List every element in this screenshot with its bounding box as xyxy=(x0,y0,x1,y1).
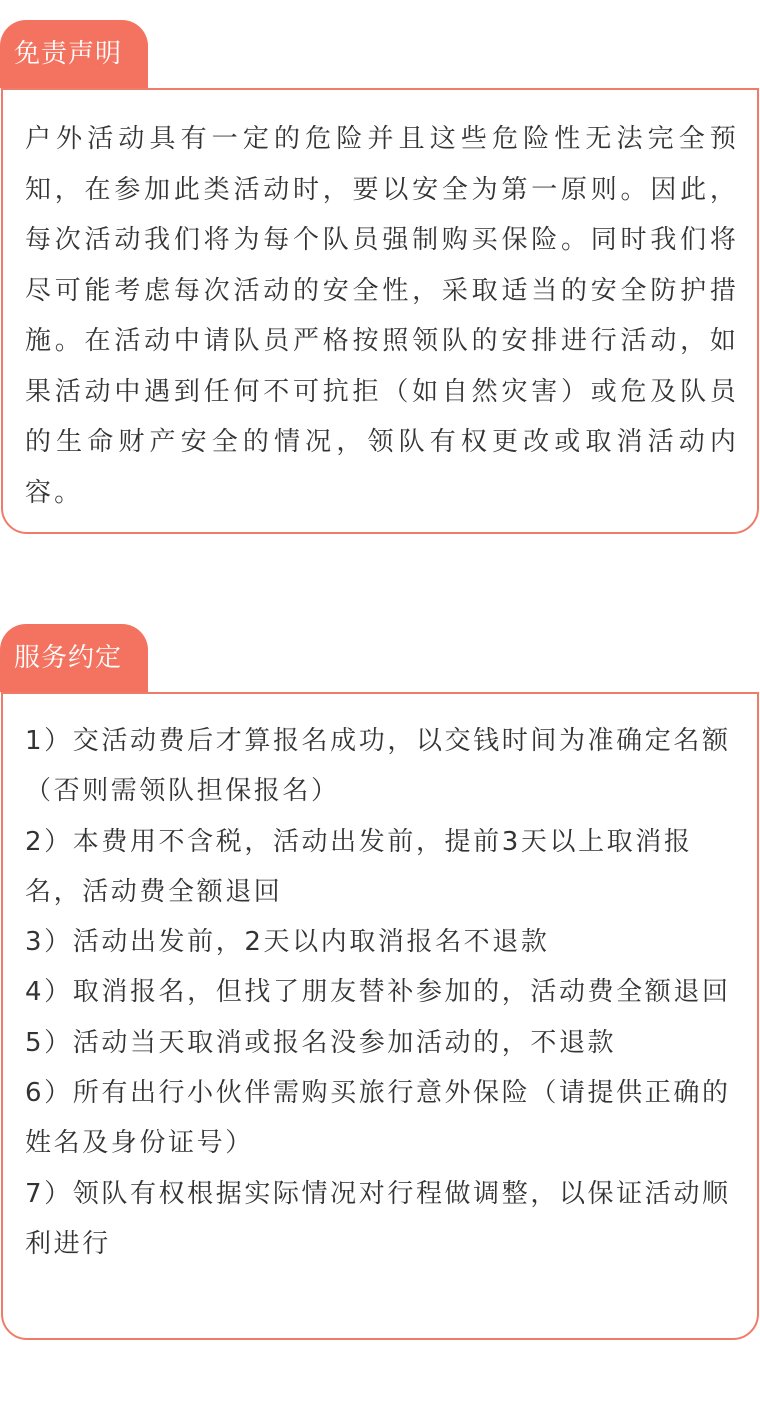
disclaimer-section xyxy=(0,20,760,534)
list-item: 5）活动当天取消或报名没参加活动的，不退款 xyxy=(25,1027,617,1058)
list-item: 2）本费用不含税，活动出发前，提前3天以上取消报名，活动费全额退回 xyxy=(25,826,693,907)
list-item: 6）所有出行小伙伴需购买旅行意外保险（请提供正确的姓名及身份证号） xyxy=(25,1078,731,1159)
list-item: 1）交活动费后才算报名成功，以交钱时间为准确定名额（否则需领队担保报名） xyxy=(25,726,731,807)
disclaimer-tab: 免责声明 xyxy=(0,20,148,88)
service-box xyxy=(1,692,759,1340)
list-item: 4）取消报名，但找了朋友替补参加的，活动费全额退回 xyxy=(25,977,731,1008)
disclaimer-body: 户外活动具有一定的危险并且这些危险性无法完全预知，在参加此类活动时，要以安全为第一原则。因此，每次活动我们将为每个队员强制购买保险。同时我们将尽可能考虑每次活动的安全性，采取适当的安全防护措施。在活动中请队员严格按照领队的安排进行活动，如果活动中遇到任何不可抗拒（如自然灾害）或危及队员的生命财产安全的情况，领队有权更改或取消活动内容。 xyxy=(25,124,739,508)
list-item: 7）领队有权根据实际情况对行程做调整，以保证活动顺利进行 xyxy=(25,1178,731,1259)
service-list xyxy=(3,694,757,1269)
service-section xyxy=(0,624,760,1340)
list-item: 3）活动出发前，2天以内取消报名不退款 xyxy=(25,927,550,958)
service-tab: 服务约定 xyxy=(0,624,148,692)
disclaimer-box xyxy=(1,88,759,534)
